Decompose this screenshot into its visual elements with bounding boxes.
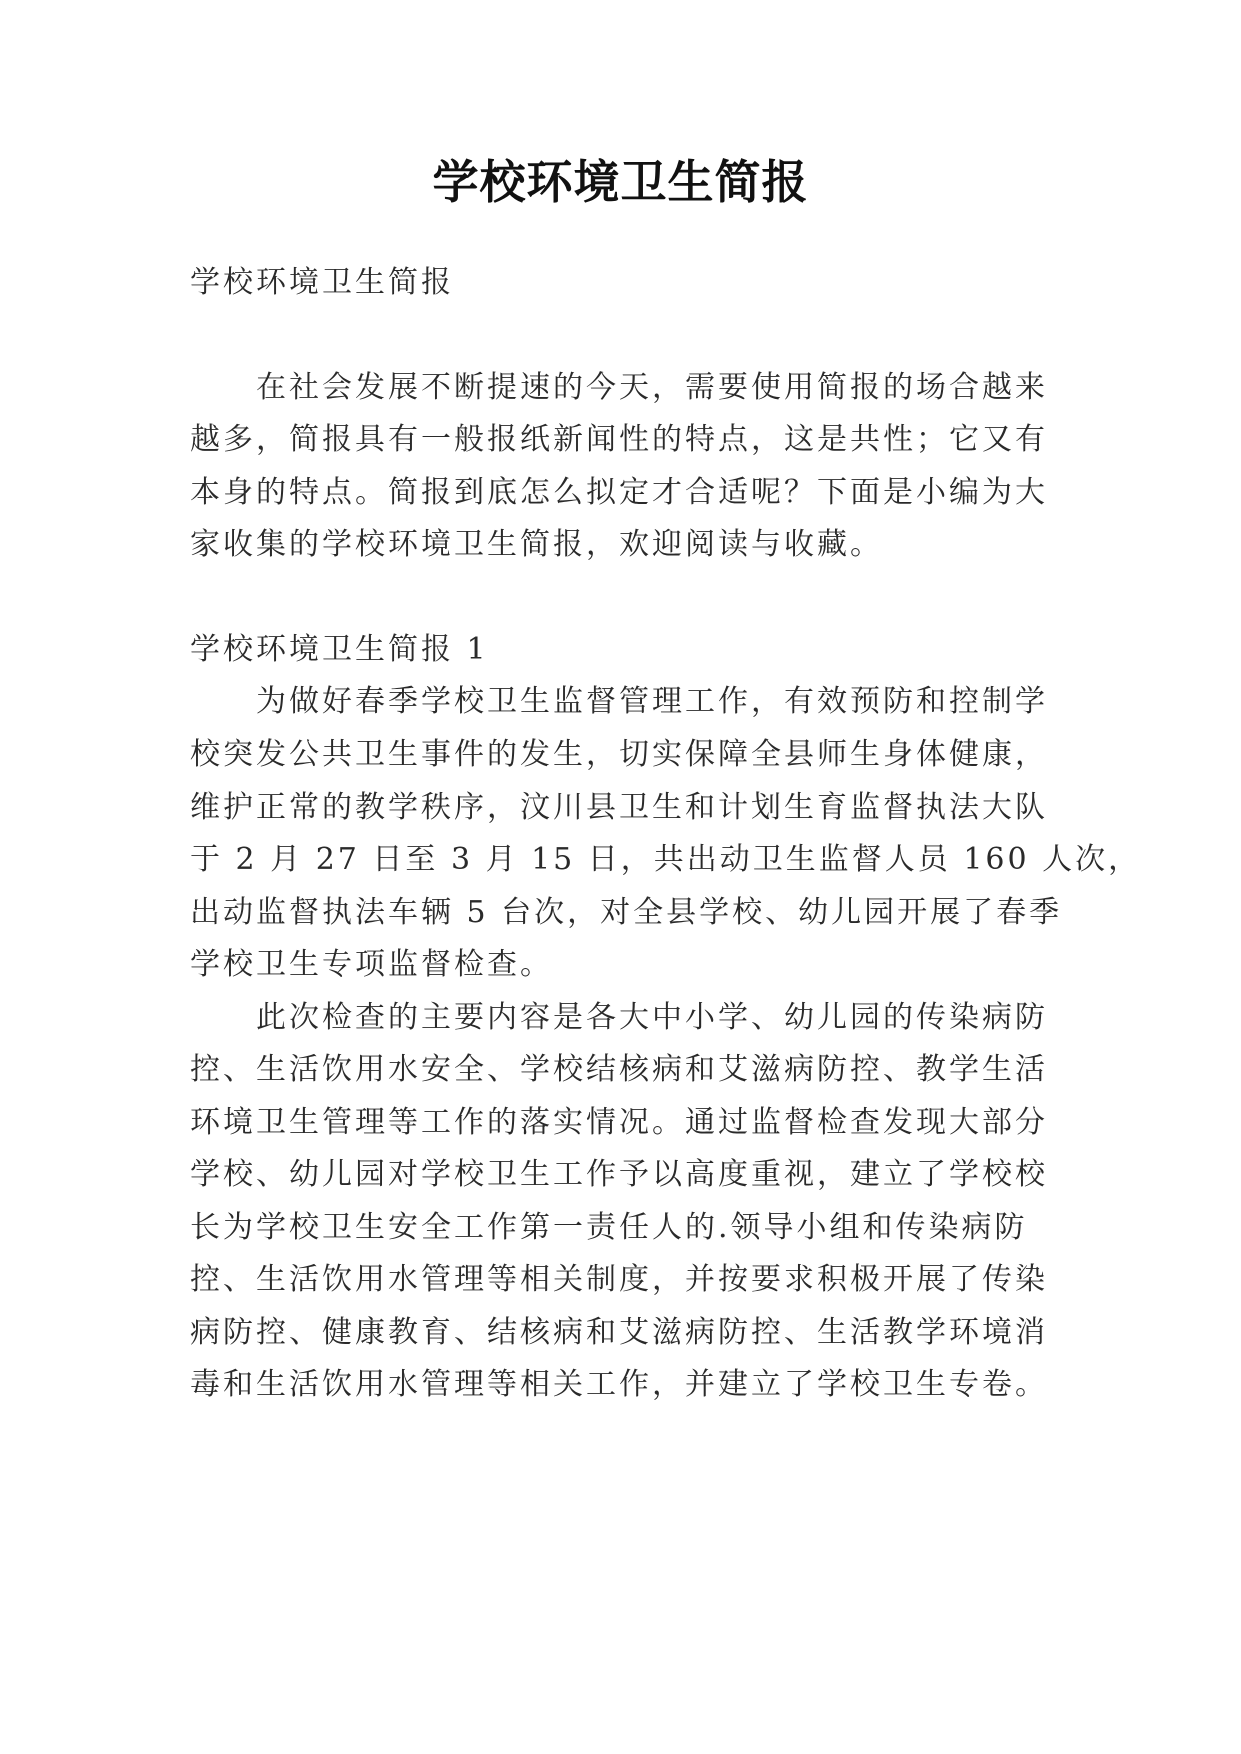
paragraph-line: 此次检查的主要内容是各大中小学、幼儿园的传染病防 [256, 1000, 1048, 1035]
paragraph-line: 校突发公共卫生事件的发生，切实保障全县师生身体健康， [190, 737, 1048, 772]
paragraph-line: 维护正常的教学秩序，汶川县卫生和计划生育监督执法大队 [190, 790, 1048, 825]
paragraph-line: 学校卫生专项监督检查。 [190, 947, 553, 982]
section-heading: 学校环境卫生简报 1 [190, 632, 489, 667]
paragraph-line: 毒和生活饮用水管理等相关工作，并建立了学校卫生专卷。 [190, 1367, 1048, 1402]
paragraph-line: 出动监督执法车辆 5 台次，对全县学校、幼儿园开展了春季 [190, 895, 1063, 930]
paragraph-line: 控、生活饮用水安全、学校结核病和艾滋病防控、教学生活 [190, 1052, 1048, 1087]
paragraph-line: 环境卫生管理等工作的落实情况。通过监督检查发现大部分 [190, 1105, 1048, 1140]
intro-line: 在社会发展不断提速的今天，需要使用简报的场合越来 [256, 370, 1048, 405]
intro-line: 越多，简报具有一般报纸新闻性的特点，这是共性；它又有 [190, 422, 1048, 457]
paragraph-line: 控、生活饮用水管理等相关制度，并按要求积极开展了传染 [190, 1262, 1048, 1297]
paragraph-line: 长为学校卫生安全工作第一责任人的.领导小组和传染病防 [190, 1210, 1028, 1245]
paragraph-line: 学校、幼儿园对学校卫生工作予以高度重视，建立了学校校 [190, 1157, 1048, 1192]
paragraph-line: 病防控、健康教育、结核病和艾滋病防控、生活教学环境消 [190, 1315, 1048, 1350]
intro-line: 本身的特点。简报到底怎么拟定才合适呢？下面是小编为大 [190, 475, 1048, 510]
paragraph-line: 于 2 月 27 日至 3 月 15 日，共出动卫生监督人员 160 人次， [190, 842, 1142, 877]
document-title: 学校环境卫生简报 [432, 155, 809, 209]
paragraph-line: 为做好春季学校卫生监督管理工作，有效预防和控制学 [256, 684, 1048, 719]
intro-line: 家收集的学校环境卫生简报，欢迎阅读与收藏。 [190, 527, 883, 562]
document-subtitle: 学校环境卫生简报 [190, 265, 454, 300]
